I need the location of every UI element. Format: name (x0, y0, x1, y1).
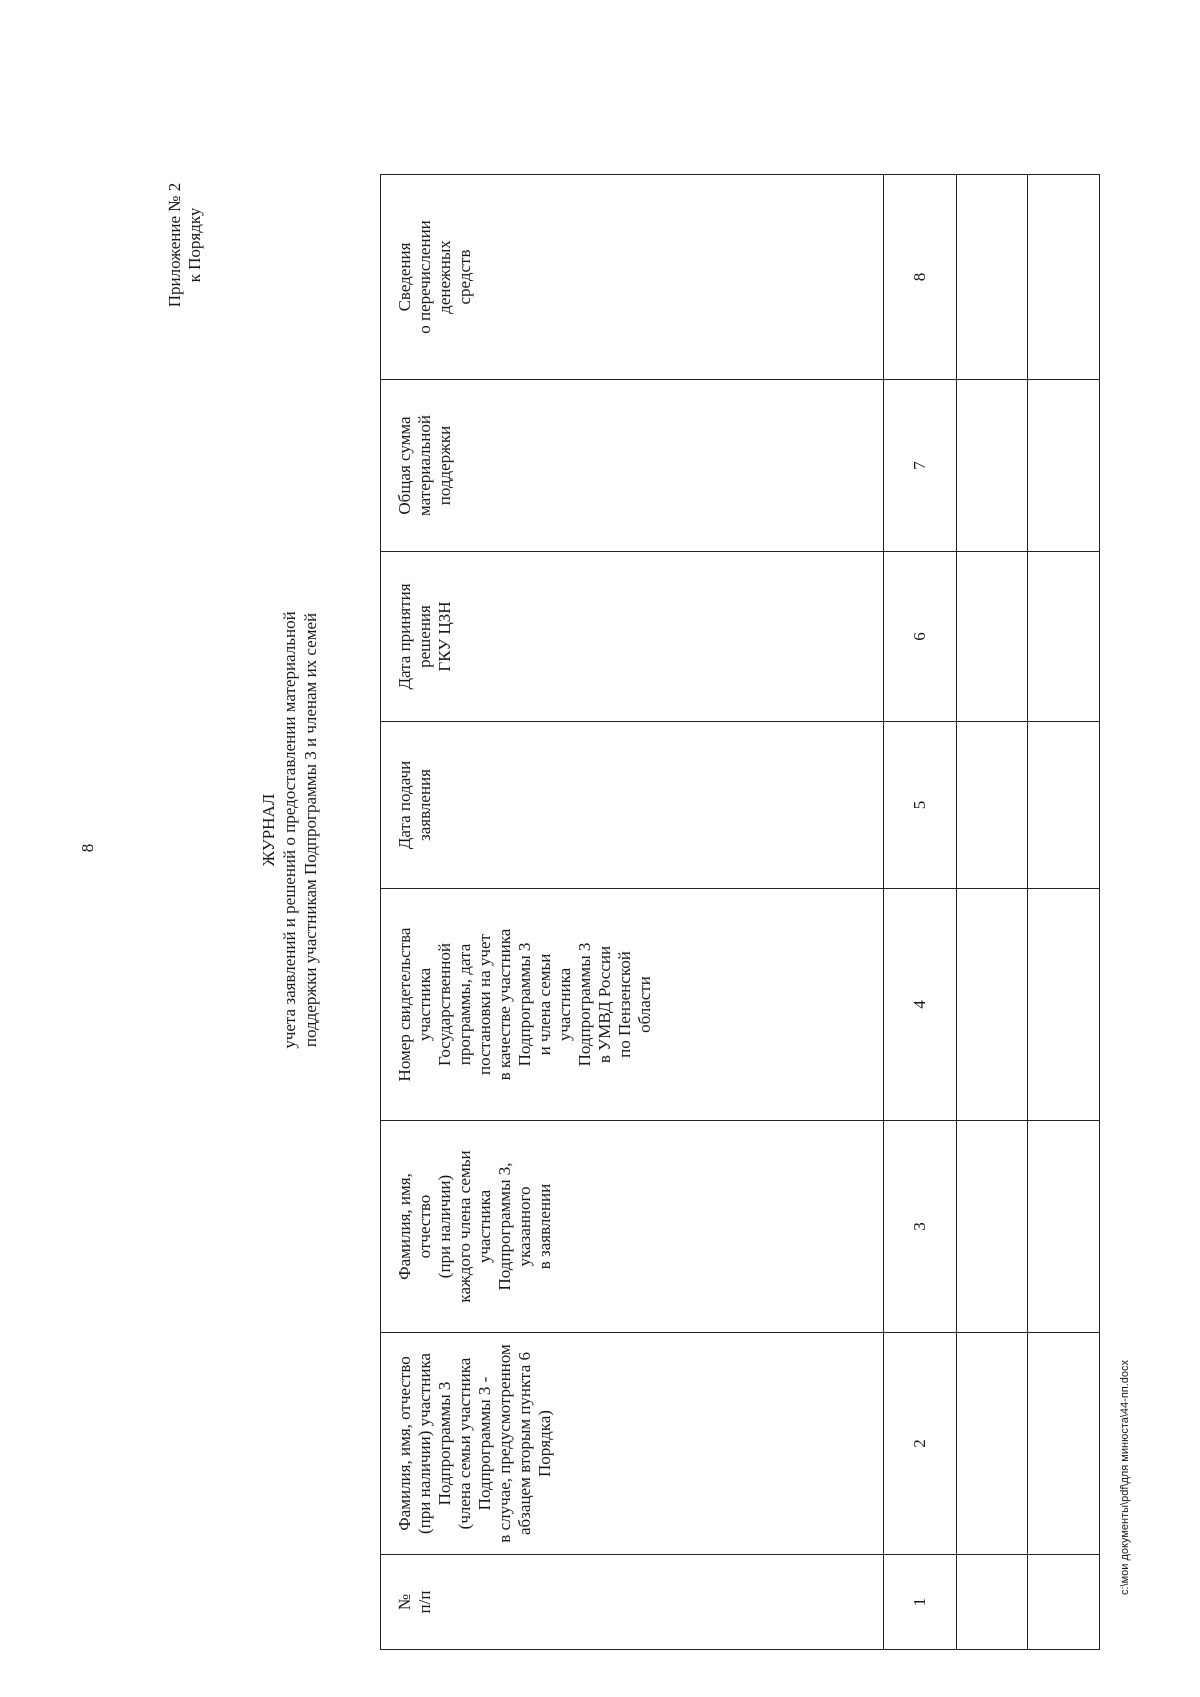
header-line: (при наличии) участника (415, 1353, 434, 1534)
header-line: каждого члена семьи (455, 1150, 474, 1303)
header-line: области (635, 976, 654, 1033)
column-number-cell: 6 (883, 552, 956, 722)
header-cell (381, 1121, 884, 1333)
empty-cell (1028, 380, 1100, 552)
header-line: Подпрограммы 3 (515, 942, 534, 1067)
header-line: Порядка) (535, 1410, 554, 1477)
header-line: Номер свидетельства (395, 927, 414, 1082)
header-cell (381, 1333, 884, 1555)
column-number-cell: 2 (883, 1333, 956, 1555)
table-row-empty (956, 175, 1028, 1650)
empty-cell (1028, 722, 1100, 889)
header-line: в заявлении (535, 1183, 554, 1270)
header-line: абзацем вторым пункта 6 (515, 1352, 534, 1536)
header-line: отчество (415, 1194, 434, 1259)
header-cell (381, 175, 884, 380)
empty-cell (956, 1333, 1028, 1555)
header-line: Дата принятия (395, 583, 414, 690)
journal-table (380, 174, 1100, 1650)
empty-cell (1028, 552, 1100, 722)
header-line: о перечислении (415, 220, 434, 334)
header-line: участника (475, 1189, 494, 1264)
column-number-cell: 4 (883, 889, 956, 1121)
header-line: указанного (515, 1186, 534, 1267)
journal-heading (258, 460, 321, 1200)
column-number-cell: 5 (883, 722, 956, 889)
empty-cell (956, 1121, 1028, 1333)
column-number-cell: 3 (883, 1121, 956, 1333)
header-line: Дата подачи (395, 760, 414, 850)
empty-cell (956, 889, 1028, 1121)
header-line: Государственной (435, 943, 454, 1066)
header-line: Фамилия, имя, (395, 1173, 414, 1280)
header-line: Подпрограммы 3, (495, 1162, 514, 1291)
header-cell (381, 889, 884, 1121)
header-line: средств (455, 249, 474, 305)
header-line: программы, дата (455, 943, 474, 1066)
header-line: по Пензенской (615, 951, 634, 1058)
empty-cell (1028, 1555, 1100, 1650)
header-line: Подпрограммы 3 - (475, 1376, 494, 1511)
journal-subtitle-line-2: поддержки участникам Подпрограммы 3 и членам их семей (301, 612, 320, 1048)
header-line: Подпрограммы 3 (575, 942, 594, 1067)
header-line: заявления (415, 769, 434, 841)
appendix-line-1: Приложение № 2 (165, 182, 184, 308)
empty-cell (1028, 889, 1100, 1121)
empty-cell (956, 552, 1028, 722)
empty-cell (956, 380, 1028, 552)
empty-cell (1028, 1333, 1100, 1555)
column-number-cell: 8 (883, 175, 956, 380)
empty-cell (956, 722, 1028, 889)
header-line: п/п (415, 1590, 434, 1614)
column-number-cell: 7 (883, 380, 956, 552)
header-cell (381, 552, 884, 722)
page-number: 8 (78, 843, 97, 853)
journal-subtitle-line-1: учета заявлений и решений о предоставлении материальной (280, 611, 299, 1049)
header-line: Сведения (395, 242, 414, 312)
empty-cell (1028, 175, 1100, 380)
header-line: решения (415, 605, 434, 668)
header-line: № (395, 1593, 414, 1611)
header-cell (381, 380, 884, 552)
table-row-empty (1028, 175, 1100, 1650)
header-line: участника (415, 967, 434, 1042)
header-line: Общая сумма (395, 416, 414, 515)
table-header-row (381, 175, 884, 1650)
empty-cell (956, 1555, 1028, 1650)
header-line: (при наличии) (435, 1174, 454, 1279)
empty-cell (956, 175, 1028, 380)
header-line: Фамилия, имя, отчество (395, 1356, 414, 1531)
empty-cell (1028, 1121, 1100, 1333)
appendix-heading (165, 125, 205, 365)
file-path-footer: c:\мои документы\pdf\для минюста\44-пп.docx (1119, 1359, 1131, 1595)
header-cell (381, 722, 884, 889)
header-line: и члена семьи (535, 953, 554, 1056)
header-line: материальной (415, 415, 434, 516)
header-line: поддержки (435, 425, 454, 506)
header-line: в качестве участника (495, 928, 514, 1081)
header-line: ГКУ ЦЗН (435, 601, 454, 672)
header-line: (члена семьи участника (455, 1357, 474, 1530)
header-line: в УМВД России (595, 945, 614, 1064)
appendix-line-2: к Порядку (185, 207, 204, 283)
header-line: участника (555, 967, 574, 1042)
column-numbers-row (883, 175, 956, 1650)
journal-title: ЖУРНАЛ (259, 793, 278, 867)
header-line: в случае, предусмотренном (495, 1344, 514, 1543)
header-line: постановки на учет (475, 934, 494, 1075)
header-line: денежных (435, 240, 454, 314)
header-cell (381, 1555, 884, 1650)
header-line: Подпрограммы 3 (435, 1381, 454, 1506)
column-number-cell: 1 (883, 1555, 956, 1650)
